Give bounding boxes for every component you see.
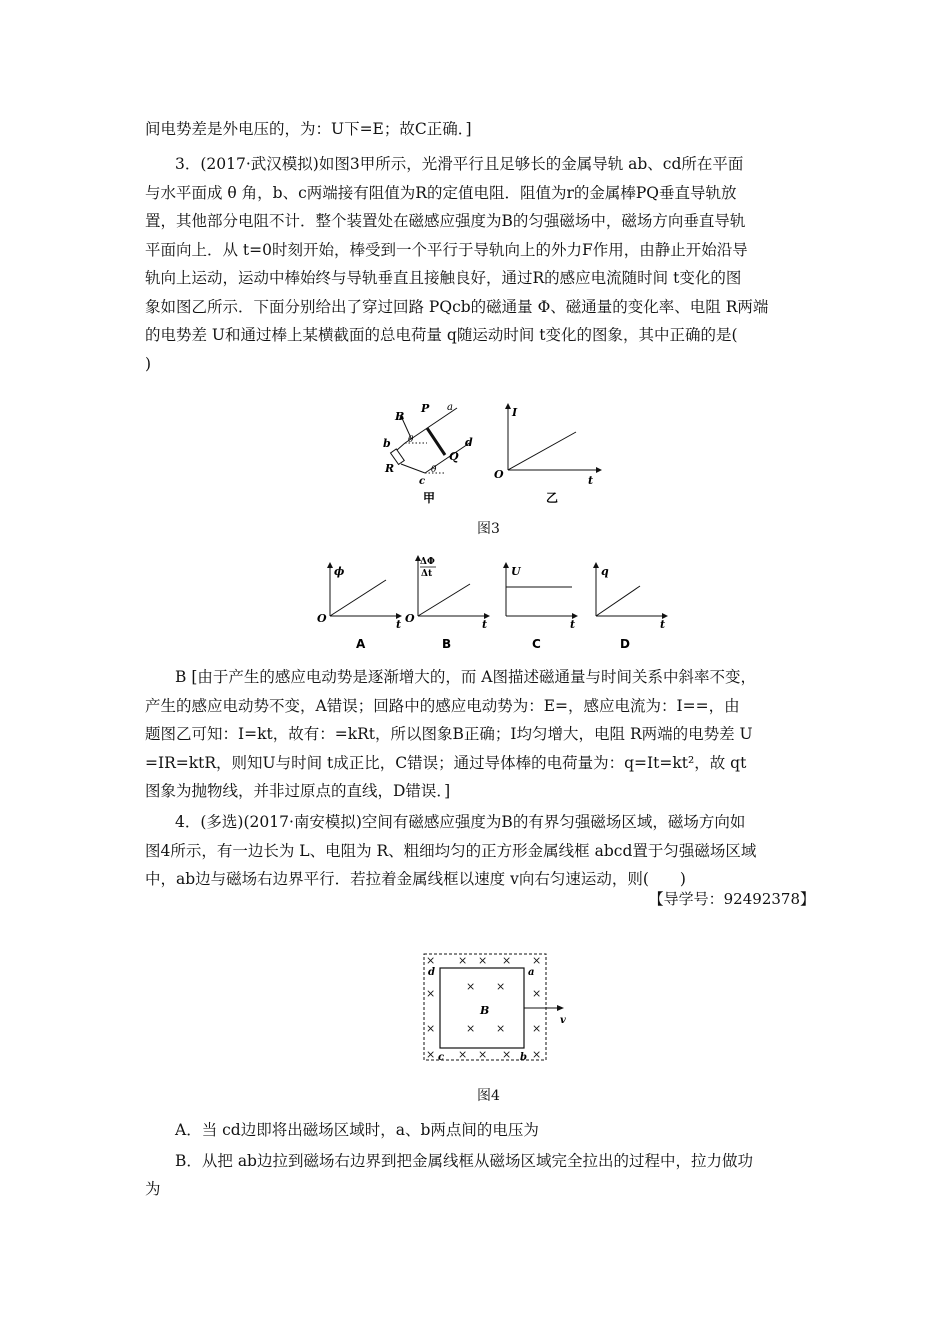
cross-mark: × [478,954,488,967]
label-c: c [438,1052,445,1063]
label-B: B [480,1004,490,1017]
option-graph-b [402,552,497,655]
text-line: 置，其他部分电阻不计．整个装置处在磁感应强度为B的匀强磁场中，磁场方向垂直导轨 [145,212,746,230]
label-b: b [520,1052,527,1063]
text-line: 3．(2017·武汉模拟)如图3甲所示，光滑平行且足够长的金属导轨 ab、cd所在平面 [175,155,744,173]
text-line: 图4所示，有一边长为 L、电阻为 R、粗细均匀的正方形金属线框 abcd置于匀强磁场区域 [145,841,757,860]
cross-mark: × [478,1048,488,1061]
question-4 [145,808,815,894]
figure-4 [420,950,580,1070]
text-line: 间电势差是外电压的，为：U下=E；故C正确．] [145,120,472,138]
cross-mark: × [458,954,468,967]
figure-4-caption: 图4 [477,1088,500,1104]
label-b: b [383,437,391,450]
cross-mark: × [502,1048,512,1061]
cross-mark: × [532,987,542,1000]
cross-mark: × [426,1048,436,1061]
label-d: d [465,436,473,449]
guide-number: 【导学号：92492378】 [648,890,815,908]
label-v: v [560,1015,566,1026]
text-line: 与水平面成 θ 角，b、c两端接有阻值为R的定值电阻．阻值为r的金属棒PQ垂直导轨放 [145,183,737,202]
label-B: B [395,410,405,423]
text-line: 象如图乙所示．下面分别给出了穿过回路 PQcb的磁通量 Φ、磁通量的变化率、电阻 R两端 [145,297,769,316]
cross-mark: × [532,954,542,967]
text-line: 轨向上运动，运动中棒始终与导轨垂直且接触良好，通过R的感应电流随时间 t变化的图 [145,269,742,287]
label-O: O [317,612,327,625]
cross-mark: × [426,954,436,967]
label-O: O [405,612,415,625]
label-dt: Δt [421,569,433,579]
label-dphi: ΔΦ [420,557,435,567]
cross-mark: × [426,987,436,1000]
option-graph-d [582,560,677,655]
label-phi: ϕ [334,565,345,578]
cross-mark: × [502,954,512,967]
choice-a: A．当 cd边即将出磁场区域时，a、b两点间的电压为 [175,1121,539,1139]
label-P: P [421,402,430,415]
option-graph-a [312,560,407,655]
label-I: I [512,406,518,419]
text-line: 题图乙可知：I=kt，故有：=kRt，所以图象B正确；I均匀增大，电阻 R两端的电势差 U [145,725,753,743]
text-line: 中，ab边与磁场右边界平行．若拉着金属线框以速度 v向右匀速运动，则( ) [145,870,686,888]
prev-answer-tail [145,115,815,144]
text-line: 图象为抛物线，并非过原点的直线，D错误．] [145,782,451,800]
cross-mark: × [466,980,476,993]
label-Q: Q [449,450,459,463]
figure-3-jia [375,398,485,508]
label-t: t [660,618,666,631]
cross-mark: × [532,1022,542,1035]
text-line: 平面向上．从 t=0时刻开始，棒受到一个平行于导轨向上的外力F作用，由静止开始沿导 [145,240,748,259]
label-R: R [385,462,395,475]
cross-mark: × [466,1022,476,1035]
cross-mark: × [532,1048,542,1061]
cross-mark: × [496,980,506,993]
text-line: B [由于产生的感应电动势是逐渐增大的，而 A图描述磁通量与时间关系中斜率不变， [175,668,756,686]
label-q: q [601,565,609,578]
option-label-d: D [620,637,630,651]
answer-3 [145,663,815,806]
text-line: ) [145,354,152,373]
choice-b: B．从把 ab边拉到磁场右边界到把金属线框从磁场区域完全拉出的过程中，拉力做功 [175,1151,753,1170]
text-line: =IR=ktR，则知U与时间 t成正比，C错误；通过导体棒的电荷量为：q=It=kt²，故 qt [145,753,747,772]
label-O: O [494,468,504,481]
option-label-c: C [532,637,541,651]
label-t: t [482,618,488,631]
label-d: d [428,967,435,978]
figure-3-yi [490,398,610,508]
cross-mark: × [496,1022,506,1035]
text-line: 4．(多选)(2017·南安模拟)空间有磁感应强度为B的有界匀强磁场区域，磁场方向如 [175,813,746,831]
option-label-b: B [442,637,452,651]
label-t: t [396,618,402,631]
label-t: t [588,474,594,487]
cross-mark: × [458,1048,468,1061]
choice-list [145,1116,815,1204]
label-t: t [570,618,576,631]
label-theta2: θ [431,465,437,475]
label-c: c [419,476,426,487]
label-jia: 甲 [423,491,436,505]
choice-b-cont: 为 [145,1180,161,1198]
option-graph-c [492,560,587,655]
question-3 [145,150,815,378]
label-yi: 乙 [546,491,559,505]
cross-mark: × [426,1022,436,1035]
text-line: 产生的感应电动势不变，A错误；回路中的感应电动势为：E=，感应电流为：I==，由 [145,696,740,715]
text-line: 的电势差 U和通过棒上某横截面的总电荷量 q随运动时间 t变化的图象，其中正确的是( [145,326,738,344]
label-a: a [447,402,453,413]
figure-3-caption: 图3 [477,521,500,537]
label-U: U [511,565,521,578]
option-label-a: A [356,637,366,651]
label-a: a [528,967,535,978]
label-theta1: θ [408,435,414,445]
